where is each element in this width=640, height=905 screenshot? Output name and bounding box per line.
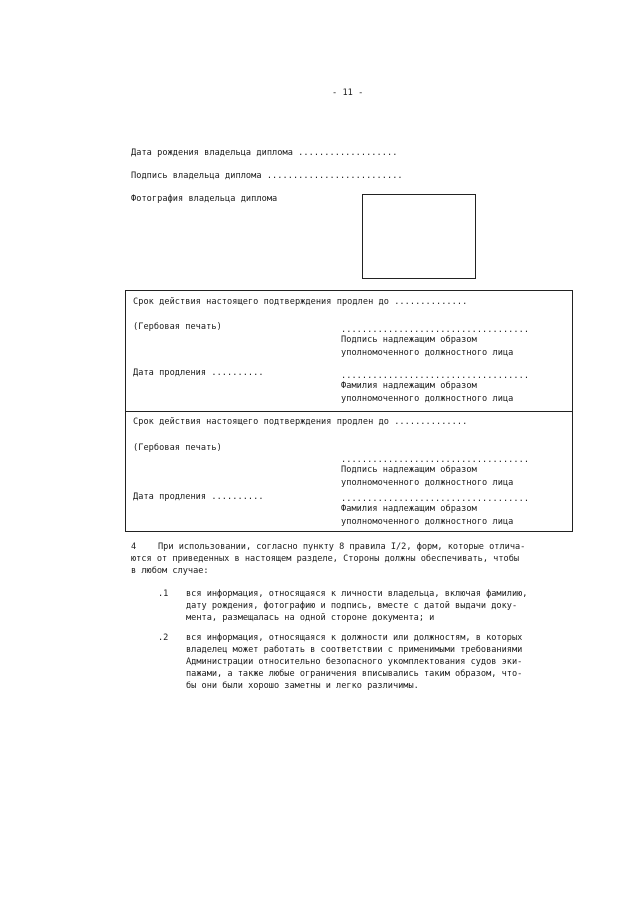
extension-date-2: Дата продления ..........	[133, 492, 264, 502]
signature-label-1a: Подпись надлежащим образом	[341, 335, 477, 345]
paragraph-4-line-3: в любом случае:	[131, 566, 209, 576]
extension-date-1: Дата продления ..........	[133, 368, 264, 378]
name-label-2b: уполномоченного должностного лица	[341, 517, 514, 527]
validity-extension-line-2: Срок действия настоящего подтверждения продлен до ..............	[133, 417, 468, 427]
name-label-1a: Фамилия надлежащим образом	[341, 381, 477, 391]
signature-dots-1: ....................................	[341, 325, 530, 335]
photo-box	[362, 194, 476, 279]
name-dots-2: ....................................	[341, 494, 530, 504]
name-label-2a: Фамилия надлежащим образом	[341, 504, 477, 514]
name-dots-1: ....................................	[341, 371, 530, 381]
item-1-line-3: мента, размещалась на одной стороне документа; и	[186, 613, 435, 623]
item-2-line-5: бы они были хорошо заметны и легко различимы.	[186, 681, 419, 691]
paragraph-4-line-2: ются от приведенных в настоящем разделе, Стороны должны обеспечивать, чтобы	[131, 554, 520, 564]
item-1-line-1: вся информация, относящаяся к личности владельца, включая фамилию,	[186, 589, 528, 599]
page-number: - 11 -	[332, 88, 364, 98]
item-2-line-3: Администрации относительно безопасного укомплектования судов эки-	[186, 657, 523, 667]
signature-label-2a: Подпись надлежащим образом	[341, 465, 477, 475]
photo-label: Фотография владельца диплома	[131, 194, 278, 204]
item-1-line-2: дату рождения, фотографию и подпись, вместе с датой выдачи доку-	[186, 601, 518, 611]
signature-label-1b: уполномоченного должностного лица	[341, 348, 514, 358]
item-1-number: .1	[158, 589, 169, 599]
name-label-1b: уполномоченного должностного лица	[341, 394, 514, 404]
paragraph-4-line-1: При использовании, согласно пункту 8 правила I/2, форм, которые отлича-	[158, 542, 526, 552]
item-2-line-1: вся информация, относящаяся к должности или должностям, в которых	[186, 633, 523, 643]
holder-signature-field: Подпись владельца диплома ..........................	[131, 171, 403, 181]
signature-dots-2: ....................................	[341, 455, 530, 465]
item-2-line-4: пажами, а также любые ограничения вписывались таким образом, что-	[186, 669, 523, 679]
signature-label-2b: уполномоченного должностного лица	[341, 478, 514, 488]
birth-date-field: Дата рождения владельца диплома ...................	[131, 148, 398, 158]
seal-label-1: (Гербовая печать)	[133, 322, 222, 332]
validity-extension-line-1: Срок действия настоящего подтверждения продлен до ..............	[133, 297, 468, 307]
seal-label-2: (Гербовая печать)	[133, 443, 222, 453]
item-2-line-2: владелец может работать в соответствии с применимыми требованиями	[186, 645, 523, 655]
item-2-number: .2	[158, 633, 169, 643]
paragraph-4-number: 4	[131, 542, 137, 552]
extension-divider	[125, 411, 573, 412]
